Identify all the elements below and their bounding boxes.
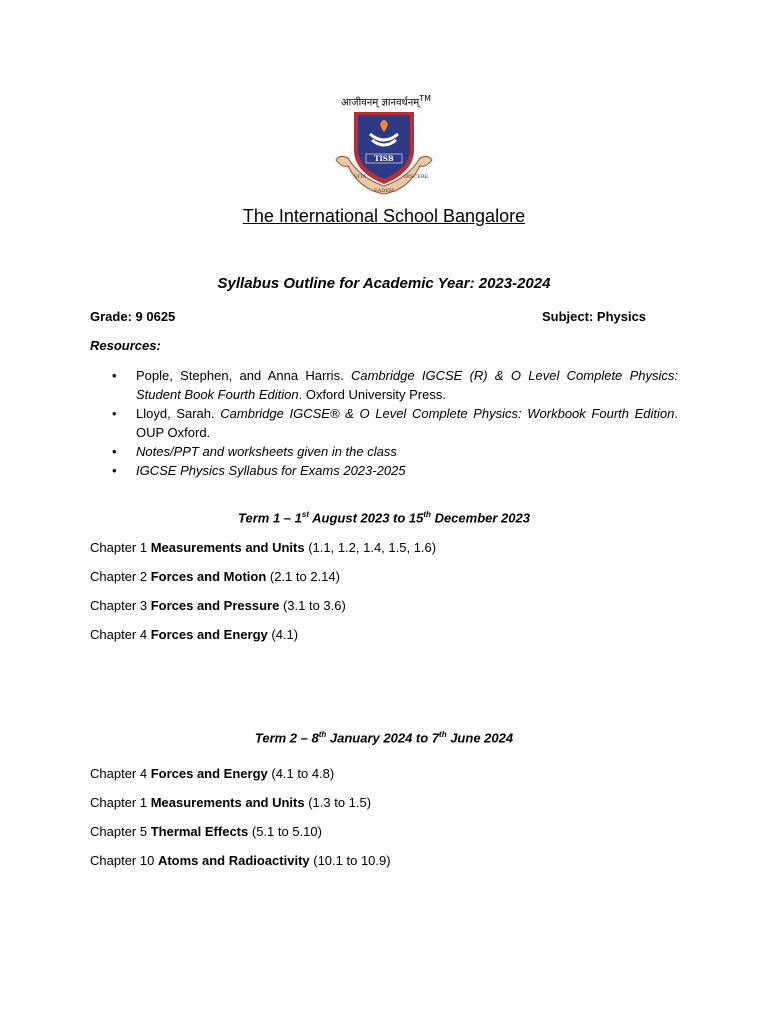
banner-right-text: DISCERE [404, 174, 429, 180]
chapter-item: Chapter 2 Forces and Motion (2.1 to 2.14) [90, 569, 340, 584]
subject-label: Subject: Physics [542, 309, 647, 324]
chapter-item: Chapter 5 Thermal Effects (5.1 to 5.10) [90, 824, 322, 839]
term2-heading: Term 2 – 8th January 2024 to 7th June 2024 [254, 730, 514, 746]
chapter-item: Chapter 4 Forces and Energy (4.1) [90, 627, 299, 642]
school-title: The International School Bangalore [242, 206, 526, 226]
grade-label: Grade: 9 0625 [90, 309, 176, 324]
syllabus-subtitle: Syllabus Outline for Academic Year: 2023-2024 [217, 275, 551, 292]
school-crest-icon [330, 94, 438, 198]
bullet-icon: • [112, 444, 117, 459]
school-logo [330, 94, 438, 198]
chapter-item: Chapter 1 Measurements and Units (1.3 to 1.5) [90, 795, 372, 810]
bullet-icon: • [112, 463, 117, 478]
banner-middle-text: EADEM [373, 188, 395, 194]
motto-text: आजीवनम् ज्ञानवर्धनम् [340, 97, 420, 109]
chapter-item: Chapter 10 Atoms and Radioactivity (10.1 to 10.9) [90, 853, 391, 868]
term1-heading: Term 1 – 1st August 2023 to 15th December 2023 [238, 510, 530, 526]
resource-item: • Pople, Stephen, and Anna Harris. Cambridge IGCSE (R) & O Level Complete Physics: Student Book Fourth Edition. Oxford University Press. [112, 368, 678, 402]
logo-motto [334, 94, 438, 108]
chapter-item: Chapter 3 Forces and Pressure (3.1 to 3.6) [90, 598, 346, 613]
resource-item: • Lloyd, Sarah. Cambridge IGCSE® & O Level Complete Physics: Workbook Fourth Edition. OUP Oxford. [112, 406, 678, 440]
bullet-icon: • [112, 368, 117, 383]
resource-item: • Notes/PPT and worksheets given in the class [112, 444, 397, 459]
resources-list [112, 366, 678, 480]
resource-item: • IGCSE Physics Syllabus for Exams 2023-2025 [112, 463, 406, 478]
chapter-item: Chapter 1 Measurements and Units (1.1, 1.2, 1.4, 1.5, 1.6) [90, 540, 437, 555]
resources-label: Resources: [90, 338, 161, 353]
banner-left-text: VITA [354, 174, 367, 180]
trademark-mark: TM [419, 94, 432, 103]
chapter-item: Chapter 4 Forces and Energy (4.1 to 4.8) [90, 766, 335, 781]
bullet-icon: • [112, 406, 117, 421]
crest-text: TISB [374, 154, 394, 163]
